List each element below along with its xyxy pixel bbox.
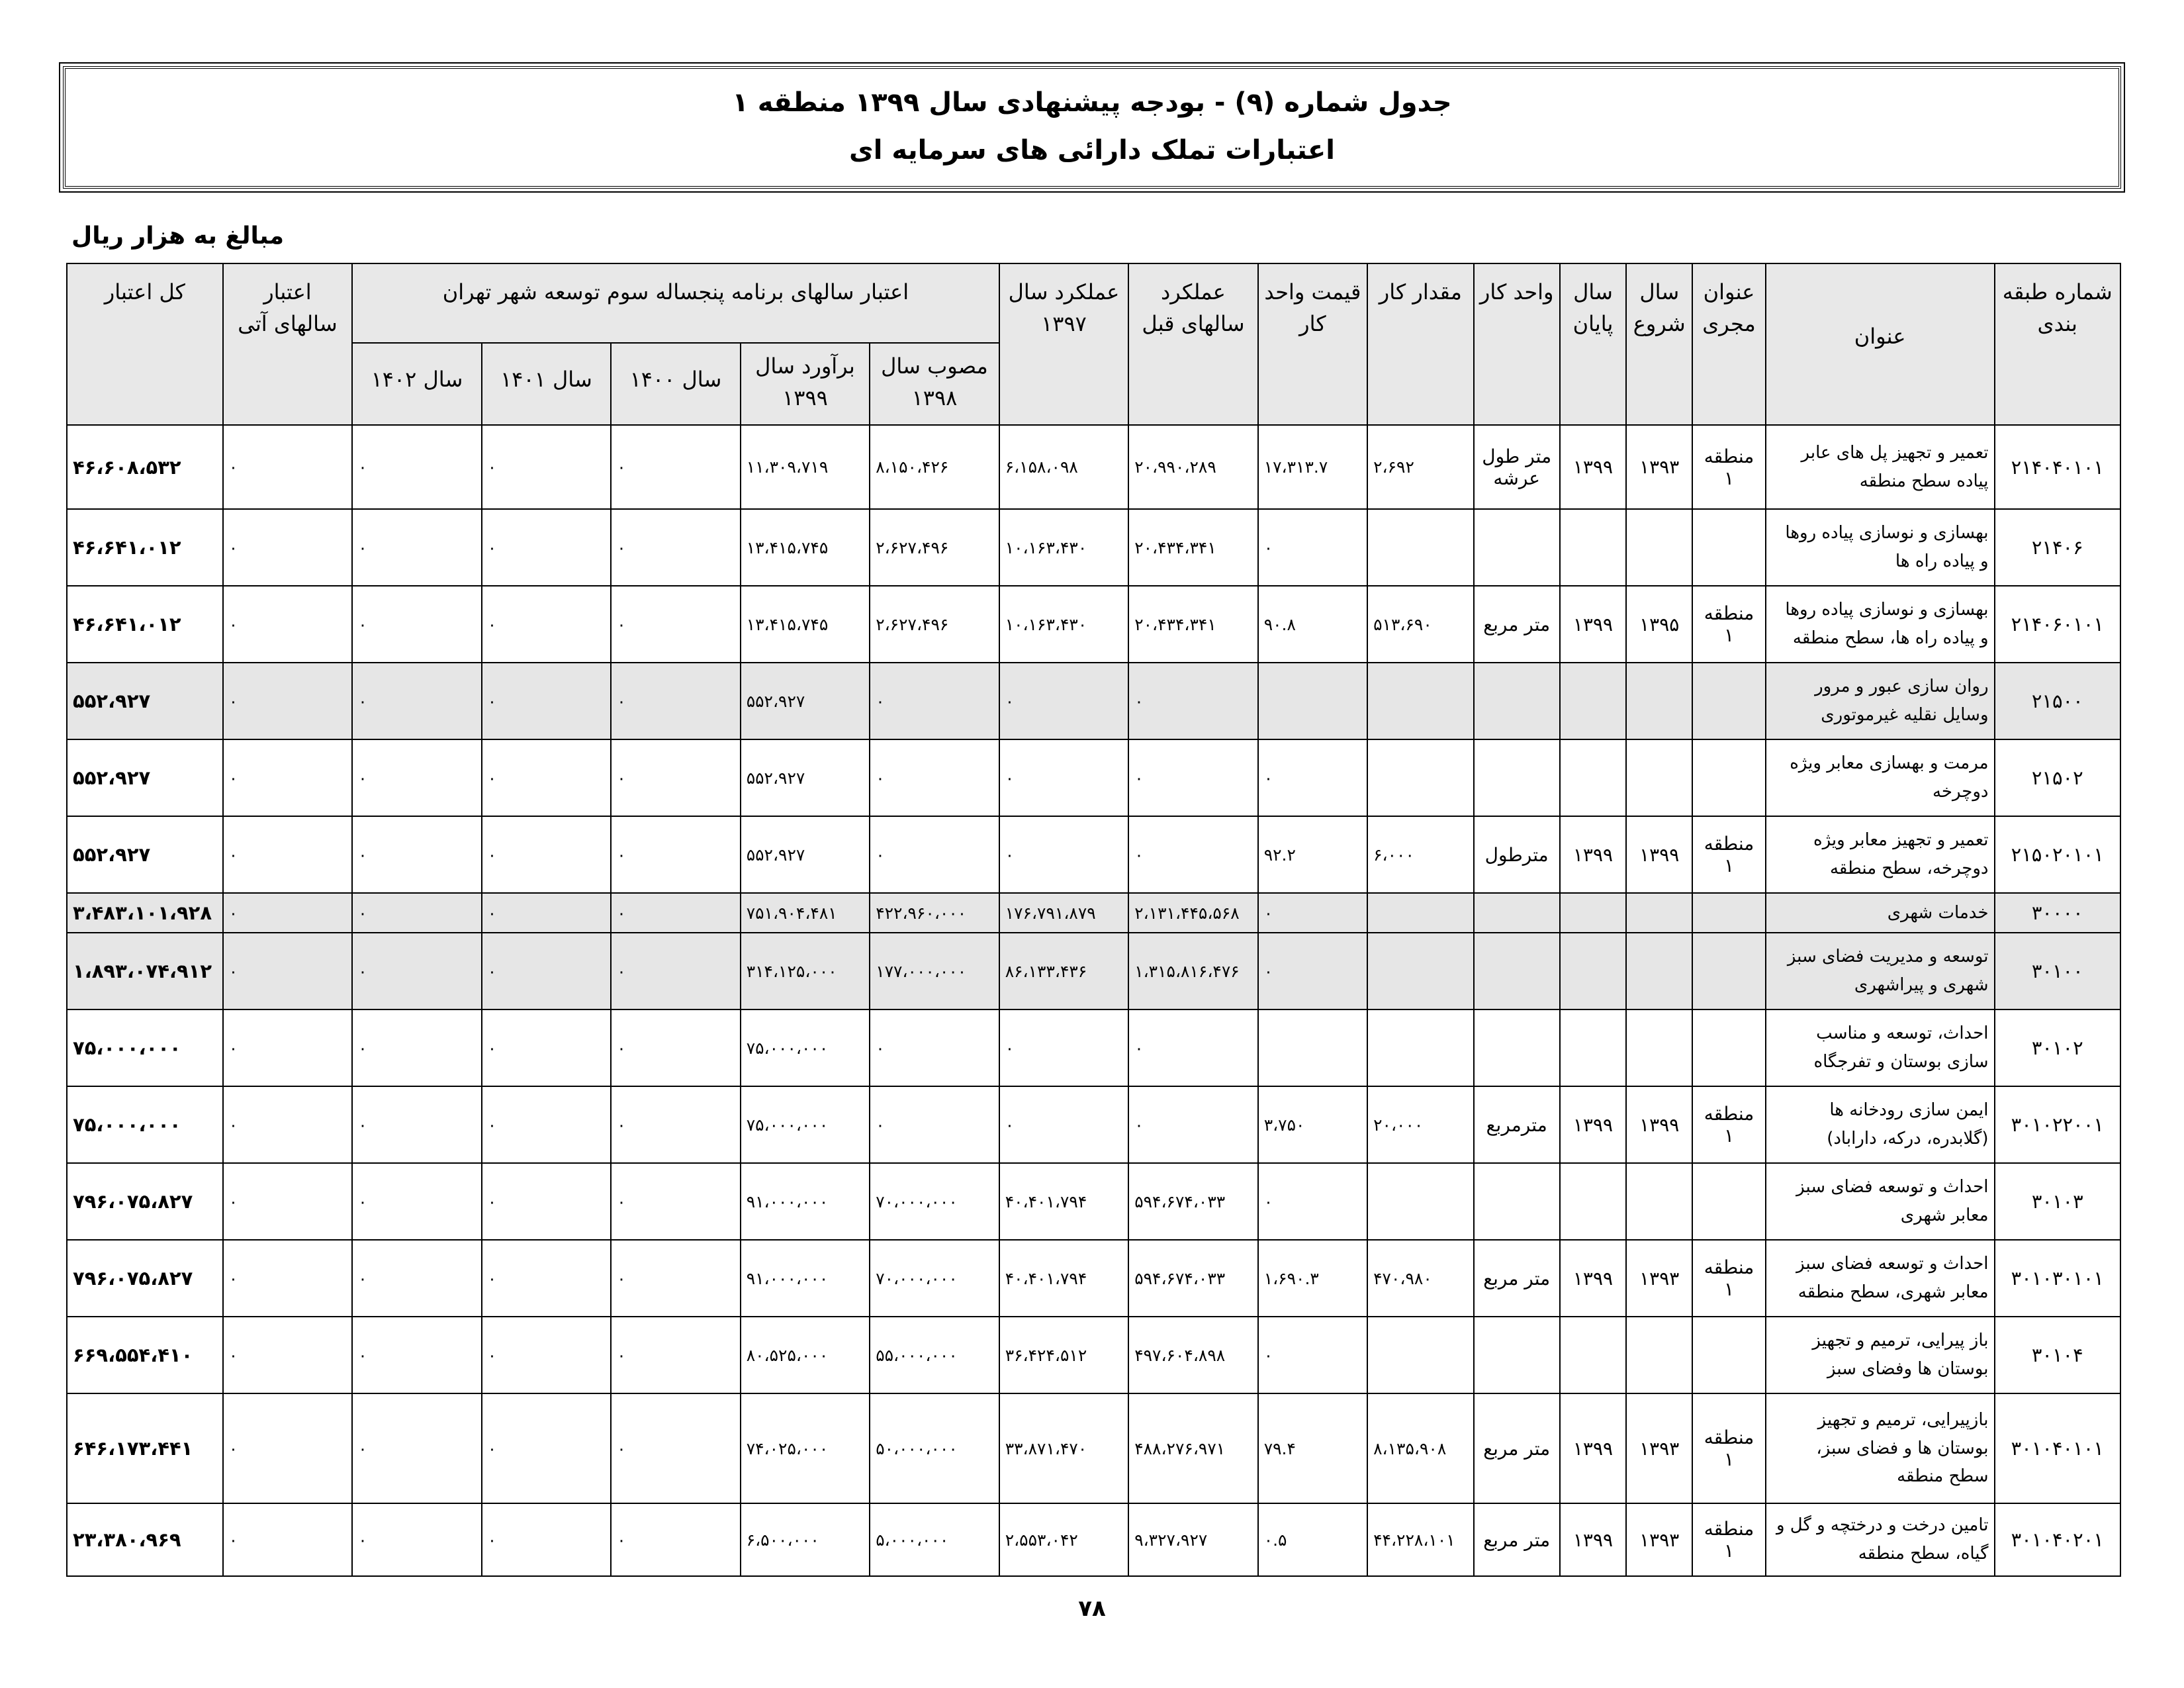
quantity-cell bbox=[1367, 663, 1473, 739]
year-1400-cell: ۰ bbox=[611, 509, 741, 586]
performance-1397-cell: ۶،۱۵۸،۰۹۸ bbox=[999, 425, 1129, 509]
executor-cell bbox=[1692, 933, 1765, 1009]
unit-cell bbox=[1474, 1163, 1560, 1240]
executor-cell bbox=[1692, 509, 1765, 586]
unit-price-cell bbox=[1258, 663, 1367, 739]
table-row bbox=[67, 739, 2120, 816]
code-cell: ۳۰۰۰۰ bbox=[1995, 893, 2120, 933]
unit-price-cell: ۰ bbox=[1258, 739, 1367, 816]
year-1400-cell: ۰ bbox=[611, 816, 741, 893]
year-1401-cell: ۰ bbox=[482, 425, 612, 509]
document-title: جدول شماره (۹) - بودجه پیشنهادی سال ۱۳۹۹ منطقه ۱ bbox=[732, 87, 1452, 118]
end-year-cell: ۱۳۹۹ bbox=[1560, 1393, 1626, 1503]
total-credit-cell: ۷۹۶،۰۷۵،۸۲۷ bbox=[67, 1163, 223, 1240]
approved-1398-cell: ۰ bbox=[870, 1086, 999, 1163]
start-year-cell bbox=[1626, 739, 1692, 816]
code-cell: ۳۰۱۰۲۲۰۰۱ bbox=[1995, 1086, 2120, 1163]
unit-cell bbox=[1474, 739, 1560, 816]
approved-1398-cell: ۱۷۷،۰۰۰،۰۰۰ bbox=[870, 933, 999, 1009]
executor-cell bbox=[1692, 1163, 1765, 1240]
year-1400-cell: ۰ bbox=[611, 1086, 741, 1163]
end-year-cell bbox=[1560, 739, 1626, 816]
end-year-cell: ۱۳۹۹ bbox=[1560, 1086, 1626, 1163]
header-unit: واحد کار bbox=[1474, 263, 1560, 425]
performance-1397-cell: ۰ bbox=[999, 663, 1129, 739]
year-1402-cell: ۰ bbox=[352, 1393, 482, 1503]
unit-note: مبالغ به هزار ریال bbox=[71, 222, 284, 250]
estimate-1399-cell: ۵۵۲،۹۲۷ bbox=[741, 816, 870, 893]
end-year-cell bbox=[1560, 1163, 1626, 1240]
total-credit-cell: ۴۶،۶۴۱،۰۱۲ bbox=[67, 586, 223, 663]
executor-cell bbox=[1692, 663, 1765, 739]
future-credit-cell: ۰ bbox=[223, 816, 353, 893]
year-1402-cell: ۰ bbox=[352, 1503, 482, 1576]
future-credit-cell: ۰ bbox=[223, 586, 353, 663]
performance-1397-cell: ۴۰،۴۰۱،۷۹۴ bbox=[999, 1240, 1129, 1317]
year-1401-cell: ۰ bbox=[482, 933, 612, 1009]
header-year-1401: سال ۱۴۰۱ bbox=[482, 343, 612, 425]
prior-performance-cell: ۰ bbox=[1128, 1086, 1258, 1163]
code-cell: ۳۰۱۰۳ bbox=[1995, 1163, 2120, 1240]
year-1401-cell: ۰ bbox=[482, 1009, 612, 1086]
end-year-cell: ۱۳۹۹ bbox=[1560, 1503, 1626, 1576]
quantity-cell bbox=[1367, 1009, 1473, 1086]
approved-1398-cell: ۰ bbox=[870, 739, 999, 816]
executor-cell: منطقه ۱ bbox=[1692, 586, 1765, 663]
end-year-cell: ۱۳۹۹ bbox=[1560, 816, 1626, 893]
year-1401-cell: ۰ bbox=[482, 1240, 612, 1317]
year-1401-cell: ۰ bbox=[482, 816, 612, 893]
unit-cell bbox=[1474, 1317, 1560, 1393]
executor-cell bbox=[1692, 1317, 1765, 1393]
executor-cell: منطقه ۱ bbox=[1692, 1503, 1765, 1576]
code-cell: ۲۱۴۰۶۰۱۰۱ bbox=[1995, 586, 2120, 663]
table-row bbox=[67, 1503, 2120, 1576]
unit-price-cell: ۰.۵ bbox=[1258, 1503, 1367, 1576]
year-1400-cell: ۰ bbox=[611, 1009, 741, 1086]
unit-price-cell: ۱۷،۳۱۳.۷ bbox=[1258, 425, 1367, 509]
year-1401-cell: ۰ bbox=[482, 1163, 612, 1240]
quantity-cell: ۵۱۳،۶۹۰ bbox=[1367, 586, 1473, 663]
table-row bbox=[67, 1240, 2120, 1317]
header-approved-1398: مصوب سال ۱۳۹۸ bbox=[870, 343, 999, 425]
estimate-1399-cell: ۷۴،۰۲۵،۰۰۰ bbox=[741, 1393, 870, 1503]
unit-cell: مترطول bbox=[1474, 816, 1560, 893]
code-cell: ۲۱۵۰۲ bbox=[1995, 739, 2120, 816]
start-year-cell: ۱۳۹۳ bbox=[1626, 1503, 1692, 1576]
prior-performance-cell: ۴۸۸،۲۷۶،۹۷۱ bbox=[1128, 1393, 1258, 1503]
prior-performance-cell: ۰ bbox=[1128, 1009, 1258, 1086]
estimate-1399-cell: ۹۱،۰۰۰،۰۰۰ bbox=[741, 1240, 870, 1317]
unit-price-cell: ۰ bbox=[1258, 1317, 1367, 1393]
year-1402-cell: ۰ bbox=[352, 509, 482, 586]
table-row bbox=[67, 933, 2120, 1009]
estimate-1399-cell: ۷۵،۰۰۰،۰۰۰ bbox=[741, 1009, 870, 1086]
total-credit-cell: ۶۴۶،۱۷۳،۴۴۱ bbox=[67, 1393, 223, 1503]
header-executor: عنوان مجری bbox=[1692, 263, 1765, 425]
total-credit-cell: ۲۳،۳۸۰،۹۶۹ bbox=[67, 1503, 223, 1576]
table-row bbox=[67, 893, 2120, 933]
year-1402-cell: ۰ bbox=[352, 1163, 482, 1240]
unit-cell: مترمربع bbox=[1474, 1086, 1560, 1163]
header-plan-group: اعتبار سالهای برنامه پنجساله سوم توسعه شهر تهران bbox=[352, 263, 999, 343]
total-credit-cell: ۷۵،۰۰۰،۰۰۰ bbox=[67, 1009, 223, 1086]
quantity-cell bbox=[1367, 1163, 1473, 1240]
year-1401-cell: ۰ bbox=[482, 1086, 612, 1163]
unit-price-cell: ۱،۶۹۰.۳ bbox=[1258, 1240, 1367, 1317]
performance-1397-cell: ۱۷۶،۷۹۱،۸۷۹ bbox=[999, 893, 1129, 933]
executor-cell bbox=[1692, 1009, 1765, 1086]
table-row bbox=[67, 1163, 2120, 1240]
document-subtitle: اعتبارات تملک دارائی های سرمایه ای bbox=[849, 135, 1335, 165]
title-cell: باز پیرایی، ترمیم و تجهیز بوستان ها وفضای سبز bbox=[1766, 1317, 1995, 1393]
table-row bbox=[67, 1393, 2120, 1503]
performance-1397-cell: ۰ bbox=[999, 739, 1129, 816]
end-year-cell bbox=[1560, 663, 1626, 739]
total-credit-cell: ۳،۴۸۳،۱۰۱،۹۲۸ bbox=[67, 893, 223, 933]
unit-price-cell: ۰ bbox=[1258, 893, 1367, 933]
title-cell: بهسازی و نوسازی پیاده روها و پیاده راه ها bbox=[1766, 509, 1995, 586]
approved-1398-cell: ۰ bbox=[870, 816, 999, 893]
page-number: ۷۸ bbox=[1078, 1595, 1106, 1622]
table-row bbox=[67, 586, 2120, 663]
start-year-cell bbox=[1626, 1009, 1692, 1086]
performance-1397-cell: ۳۳،۸۷۱،۴۷۰ bbox=[999, 1393, 1129, 1503]
table-body bbox=[67, 425, 2120, 1576]
total-credit-cell: ۱،۸۹۳،۰۷۴،۹۱۲ bbox=[67, 933, 223, 1009]
end-year-cell: ۱۳۹۹ bbox=[1560, 586, 1626, 663]
quantity-cell bbox=[1367, 509, 1473, 586]
year-1402-cell: ۰ bbox=[352, 933, 482, 1009]
performance-1397-cell: ۱۰،۱۶۳،۴۳۰ bbox=[999, 586, 1129, 663]
year-1401-cell: ۰ bbox=[482, 509, 612, 586]
year-1402-cell: ۰ bbox=[352, 739, 482, 816]
total-credit-cell: ۶۶۹،۵۵۴،۴۱۰ bbox=[67, 1317, 223, 1393]
approved-1398-cell: ۸،۱۵۰،۴۲۶ bbox=[870, 425, 999, 509]
approved-1398-cell: ۵،۰۰۰،۰۰۰ bbox=[870, 1503, 999, 1576]
year-1400-cell: ۰ bbox=[611, 586, 741, 663]
performance-1397-cell: ۳۶،۴۲۴،۵۱۲ bbox=[999, 1317, 1129, 1393]
future-credit-cell: ۰ bbox=[223, 1163, 353, 1240]
start-year-cell bbox=[1626, 1317, 1692, 1393]
code-cell: ۳۰۱۰۴ bbox=[1995, 1317, 2120, 1393]
title-cell: بازپیرایی، ترمیم و تجهیز بوستان ها و فضای سبز، سطح منطقه bbox=[1766, 1393, 1995, 1503]
quantity-cell: ۶،۰۰۰ bbox=[1367, 816, 1473, 893]
prior-performance-cell: ۱،۳۱۵،۸۱۶،۴۷۶ bbox=[1128, 933, 1258, 1009]
future-credit-cell: ۰ bbox=[223, 1393, 353, 1503]
title-cell: احداث، توسعه و مناسب سازی بوستان و تفرجگاه bbox=[1766, 1009, 1995, 1086]
executor-cell bbox=[1692, 893, 1765, 933]
year-1402-cell: ۰ bbox=[352, 816, 482, 893]
table-row bbox=[67, 1317, 2120, 1393]
table-row bbox=[67, 425, 2120, 509]
end-year-cell bbox=[1560, 1317, 1626, 1393]
year-1401-cell: ۰ bbox=[482, 1317, 612, 1393]
header-title: عنوان bbox=[1766, 263, 1995, 425]
approved-1398-cell: ۵۰،۰۰۰،۰۰۰ bbox=[870, 1393, 999, 1503]
unit-price-cell: ۰ bbox=[1258, 933, 1367, 1009]
header-quantity: مقدار کار bbox=[1367, 263, 1473, 425]
year-1400-cell: ۰ bbox=[611, 893, 741, 933]
header-prior-performance: عملکرد سالهای قبل bbox=[1128, 263, 1258, 425]
prior-performance-cell: ۰ bbox=[1128, 739, 1258, 816]
end-year-cell bbox=[1560, 1009, 1626, 1086]
title-cell: ایمن سازی رودخانه ها (گلابدره، درکه، داراباد) bbox=[1766, 1086, 1995, 1163]
prior-performance-cell: ۲۰،۴۳۴،۳۴۱ bbox=[1128, 509, 1258, 586]
code-cell: ۳۰۱۰۲ bbox=[1995, 1009, 2120, 1086]
code-cell: ۳۰۱۰۳۰۱۰۱ bbox=[1995, 1240, 2120, 1317]
future-credit-cell: ۰ bbox=[223, 1503, 353, 1576]
end-year-cell bbox=[1560, 933, 1626, 1009]
year-1401-cell: ۰ bbox=[482, 663, 612, 739]
start-year-cell bbox=[1626, 933, 1692, 1009]
future-credit-cell: ۰ bbox=[223, 509, 353, 586]
prior-performance-cell: ۴۹۷،۶۰۴،۸۹۸ bbox=[1128, 1317, 1258, 1393]
total-credit-cell: ۵۵۲،۹۲۷ bbox=[67, 816, 223, 893]
prior-performance-cell: ۵۹۴،۶۷۴،۰۳۳ bbox=[1128, 1240, 1258, 1317]
year-1402-cell: ۰ bbox=[352, 425, 482, 509]
header-year-1402: سال ۱۴۰۲ bbox=[352, 343, 482, 425]
prior-performance-cell: ۰ bbox=[1128, 816, 1258, 893]
year-1401-cell: ۰ bbox=[482, 893, 612, 933]
year-1400-cell: ۰ bbox=[611, 425, 741, 509]
year-1402-cell: ۰ bbox=[352, 1317, 482, 1393]
unit-price-cell: ۷۹.۴ bbox=[1258, 1393, 1367, 1503]
budget-table bbox=[66, 263, 2121, 1577]
unit-price-cell bbox=[1258, 1009, 1367, 1086]
prior-performance-cell: ۲،۱۳۱،۴۴۵،۵۶۸ bbox=[1128, 893, 1258, 933]
year-1401-cell: ۰ bbox=[482, 739, 612, 816]
total-credit-cell: ۵۵۲،۹۲۷ bbox=[67, 739, 223, 816]
executor-cell: منطقه ۱ bbox=[1692, 1240, 1765, 1317]
prior-performance-cell: ۲۰،۴۳۴،۳۴۱ bbox=[1128, 586, 1258, 663]
future-credit-cell: ۰ bbox=[223, 1009, 353, 1086]
prior-performance-cell: ۲۰،۹۹۰،۲۸۹ bbox=[1128, 425, 1258, 509]
estimate-1399-cell: ۱۳،۴۱۵،۷۴۵ bbox=[741, 586, 870, 663]
code-cell: ۳۰۱۰۰ bbox=[1995, 933, 2120, 1009]
code-cell: ۲۱۴۰۶ bbox=[1995, 509, 2120, 586]
approved-1398-cell: ۴۲۲،۹۶۰،۰۰۰ bbox=[870, 893, 999, 933]
future-credit-cell: ۰ bbox=[223, 893, 353, 933]
year-1402-cell: ۰ bbox=[352, 1009, 482, 1086]
year-1402-cell: ۰ bbox=[352, 586, 482, 663]
estimate-1399-cell: ۹۱،۰۰۰،۰۰۰ bbox=[741, 1163, 870, 1240]
unit-cell: متر مربع bbox=[1474, 1393, 1560, 1503]
unit-price-cell: ۹۲.۲ bbox=[1258, 816, 1367, 893]
year-1400-cell: ۰ bbox=[611, 1163, 741, 1240]
end-year-cell: ۱۳۹۹ bbox=[1560, 1240, 1626, 1317]
estimate-1399-cell: ۸۰،۵۲۵،۰۰۰ bbox=[741, 1317, 870, 1393]
year-1402-cell: ۰ bbox=[352, 893, 482, 933]
performance-1397-cell: ۲،۵۵۳،۰۴۲ bbox=[999, 1503, 1129, 1576]
year-1400-cell: ۰ bbox=[611, 739, 741, 816]
unit-price-cell: ۰ bbox=[1258, 1163, 1367, 1240]
estimate-1399-cell: ۱۳،۴۱۵،۷۴۵ bbox=[741, 509, 870, 586]
unit-cell bbox=[1474, 509, 1560, 586]
table-row bbox=[67, 1086, 2120, 1163]
estimate-1399-cell: ۱۱،۳۰۹،۷۱۹ bbox=[741, 425, 870, 509]
approved-1398-cell: ۵۵،۰۰۰،۰۰۰ bbox=[870, 1317, 999, 1393]
header-performance-1397: عملکرد سال ۱۳۹۷ bbox=[999, 263, 1129, 425]
unit-cell bbox=[1474, 893, 1560, 933]
quantity-cell: ۲،۶۹۲ bbox=[1367, 425, 1473, 509]
total-credit-cell: ۴۶،۶۰۸،۵۳۲ bbox=[67, 425, 223, 509]
table-row bbox=[67, 816, 2120, 893]
executor-cell bbox=[1692, 739, 1765, 816]
total-credit-cell: ۷۵،۰۰۰،۰۰۰ bbox=[67, 1086, 223, 1163]
year-1400-cell: ۰ bbox=[611, 1393, 741, 1503]
header-total-credit: کل اعتبار bbox=[67, 263, 223, 425]
code-cell: ۲۱۴۰۴۰۱۰۱ bbox=[1995, 425, 2120, 509]
start-year-cell bbox=[1626, 509, 1692, 586]
end-year-cell bbox=[1560, 509, 1626, 586]
year-1400-cell: ۰ bbox=[611, 1503, 741, 1576]
approved-1398-cell: ۷۰،۰۰۰،۰۰۰ bbox=[870, 1163, 999, 1240]
future-credit-cell: ۰ bbox=[223, 1086, 353, 1163]
title-cell: مرمت و بهسازی معابر ویژه دوچرخه bbox=[1766, 739, 1995, 816]
year-1400-cell: ۰ bbox=[611, 1317, 741, 1393]
performance-1397-cell: ۸۶،۱۳۳،۴۳۶ bbox=[999, 933, 1129, 1009]
prior-performance-cell: ۰ bbox=[1128, 663, 1258, 739]
title-cell: خدمات شهری bbox=[1766, 893, 1995, 933]
estimate-1399-cell: ۷۵،۰۰۰،۰۰۰ bbox=[741, 1086, 870, 1163]
code-cell: ۲۱۵۰۲۰۱۰۱ bbox=[1995, 816, 2120, 893]
header-future-credit: اعتبار سالهای آتی bbox=[223, 263, 353, 425]
future-credit-cell: ۰ bbox=[223, 663, 353, 739]
approved-1398-cell: ۲،۶۲۷،۴۹۶ bbox=[870, 509, 999, 586]
future-credit-cell: ۰ bbox=[223, 933, 353, 1009]
code-cell: ۲۱۵۰۰ bbox=[1995, 663, 2120, 739]
future-credit-cell: ۰ bbox=[223, 1240, 353, 1317]
unit-cell: متر مربع bbox=[1474, 586, 1560, 663]
quantity-cell: ۸،۱۳۵،۹۰۸ bbox=[1367, 1393, 1473, 1503]
quantity-cell bbox=[1367, 933, 1473, 1009]
start-year-cell: ۱۳۹۵ bbox=[1626, 586, 1692, 663]
future-credit-cell: ۰ bbox=[223, 1317, 353, 1393]
title-cell: تعمیر و تجهیز معابر ویژه دوچرخه، سطح منطقه bbox=[1766, 816, 1995, 893]
total-credit-cell: ۴۶،۶۴۱،۰۱۲ bbox=[67, 509, 223, 586]
start-year-cell bbox=[1626, 663, 1692, 739]
year-1402-cell: ۰ bbox=[352, 1086, 482, 1163]
code-cell: ۳۰۱۰۴۰۱۰۱ bbox=[1995, 1393, 2120, 1503]
start-year-cell bbox=[1626, 893, 1692, 933]
year-1402-cell: ۰ bbox=[352, 1240, 482, 1317]
quantity-cell bbox=[1367, 739, 1473, 816]
title-cell: تعمیر و تجهیز پل های عابر پیاده سطح منطقه bbox=[1766, 425, 1995, 509]
approved-1398-cell: ۰ bbox=[870, 663, 999, 739]
table-row bbox=[67, 509, 2120, 586]
unit-cell: متر طول عرشه bbox=[1474, 425, 1560, 509]
unit-cell bbox=[1474, 933, 1560, 1009]
performance-1397-cell: ۰ bbox=[999, 816, 1129, 893]
unit-price-cell: ۰ bbox=[1258, 509, 1367, 586]
quantity-cell: ۲۰،۰۰۰ bbox=[1367, 1086, 1473, 1163]
performance-1397-cell: ۰ bbox=[999, 1086, 1129, 1163]
year-1401-cell: ۰ bbox=[482, 1503, 612, 1576]
prior-performance-cell: ۵۹۴،۶۷۴،۰۳۳ bbox=[1128, 1163, 1258, 1240]
year-1400-cell: ۰ bbox=[611, 1240, 741, 1317]
header-year-1400: سال ۱۴۰۰ bbox=[611, 343, 741, 425]
title-cell: بهسازی و نوسازی پیاده روها و پیاده راه ها، سطح منطقه bbox=[1766, 586, 1995, 663]
performance-1397-cell: ۴۰،۴۰۱،۷۹۴ bbox=[999, 1163, 1129, 1240]
approved-1398-cell: ۰ bbox=[870, 1009, 999, 1086]
total-credit-cell: ۵۵۲،۹۲۷ bbox=[67, 663, 223, 739]
title-cell: توسعه و مدیریت فضای سبز شهری و پیراشهری bbox=[1766, 933, 1995, 1009]
header-end-year: سال پایان bbox=[1560, 263, 1626, 425]
unit-cell bbox=[1474, 1009, 1560, 1086]
title-cell: احداث و توسعه فضای سبز معابر شهری bbox=[1766, 1163, 1995, 1240]
unit-price-cell: ۹۰.۸ bbox=[1258, 586, 1367, 663]
header-start-year: سال شروع bbox=[1626, 263, 1692, 425]
year-1401-cell: ۰ bbox=[482, 586, 612, 663]
title-box bbox=[63, 66, 2121, 189]
unit-cell: متر مربع bbox=[1474, 1503, 1560, 1576]
quantity-cell bbox=[1367, 893, 1473, 933]
title-cell: احداث و توسعه فضای سبز معابر شهری، سطح منطقه bbox=[1766, 1240, 1995, 1317]
estimate-1399-cell: ۵۵۲،۹۲۷ bbox=[741, 739, 870, 816]
year-1402-cell: ۰ bbox=[352, 663, 482, 739]
year-1401-cell: ۰ bbox=[482, 1393, 612, 1503]
header-unit-price: قیمت واحد کار bbox=[1258, 263, 1367, 425]
unit-cell bbox=[1474, 663, 1560, 739]
total-credit-cell: ۷۹۶،۰۷۵،۸۲۷ bbox=[67, 1240, 223, 1317]
estimate-1399-cell: ۳۱۴،۱۲۵،۰۰۰ bbox=[741, 933, 870, 1009]
end-year-cell: ۱۳۹۹ bbox=[1560, 425, 1626, 509]
estimate-1399-cell: ۵۵۲،۹۲۷ bbox=[741, 663, 870, 739]
approved-1398-cell: ۲،۶۲۷،۴۹۶ bbox=[870, 586, 999, 663]
start-year-cell bbox=[1626, 1163, 1692, 1240]
estimate-1399-cell: ۶،۵۰۰،۰۰۰ bbox=[741, 1503, 870, 1576]
title-cell: روان سازی عبور و مرور وسایل نقلیه غیرموتوری bbox=[1766, 663, 1995, 739]
start-year-cell: ۱۳۹۹ bbox=[1626, 1086, 1692, 1163]
code-cell: ۳۰۱۰۴۰۲۰۱ bbox=[1995, 1503, 2120, 1576]
header-code: شماره طبقه بندی bbox=[1995, 263, 2120, 425]
quantity-cell: ۴۷۰،۹۸۰ bbox=[1367, 1240, 1473, 1317]
end-year-cell bbox=[1560, 893, 1626, 933]
year-1400-cell: ۰ bbox=[611, 933, 741, 1009]
performance-1397-cell: ۱۰،۱۶۳،۴۳۰ bbox=[999, 509, 1129, 586]
quantity-cell bbox=[1367, 1317, 1473, 1393]
approved-1398-cell: ۷۰،۰۰۰،۰۰۰ bbox=[870, 1240, 999, 1317]
title-cell: تامین درخت و درختچه و گل و گیاه، سطح منطقه bbox=[1766, 1503, 1995, 1576]
estimate-1399-cell: ۷۵۱،۹۰۴،۴۸۱ bbox=[741, 893, 870, 933]
start-year-cell: ۱۳۹۳ bbox=[1626, 1393, 1692, 1503]
start-year-cell: ۱۳۹۹ bbox=[1626, 816, 1692, 893]
start-year-cell: ۱۳۹۳ bbox=[1626, 425, 1692, 509]
executor-cell: منطقه ۱ bbox=[1692, 425, 1765, 509]
prior-performance-cell: ۹،۳۲۷،۹۲۷ bbox=[1128, 1503, 1258, 1576]
performance-1397-cell: ۰ bbox=[999, 1009, 1129, 1086]
future-credit-cell: ۰ bbox=[223, 425, 353, 509]
year-1400-cell: ۰ bbox=[611, 663, 741, 739]
unit-cell: متر مربع bbox=[1474, 1240, 1560, 1317]
table-row bbox=[67, 663, 2120, 739]
quantity-cell: ۴۴،۲۲۸،۱۰۱ bbox=[1367, 1503, 1473, 1576]
executor-cell: منطقه ۱ bbox=[1692, 1393, 1765, 1503]
table-row bbox=[67, 1009, 2120, 1086]
start-year-cell: ۱۳۹۳ bbox=[1626, 1240, 1692, 1317]
future-credit-cell: ۰ bbox=[223, 739, 353, 816]
header-estimate-1399: برآورد سال ۱۳۹۹ bbox=[741, 343, 870, 425]
executor-cell: منطقه ۱ bbox=[1692, 816, 1765, 893]
executor-cell: منطقه ۱ bbox=[1692, 1086, 1765, 1163]
unit-price-cell: ۳،۷۵۰ bbox=[1258, 1086, 1367, 1163]
